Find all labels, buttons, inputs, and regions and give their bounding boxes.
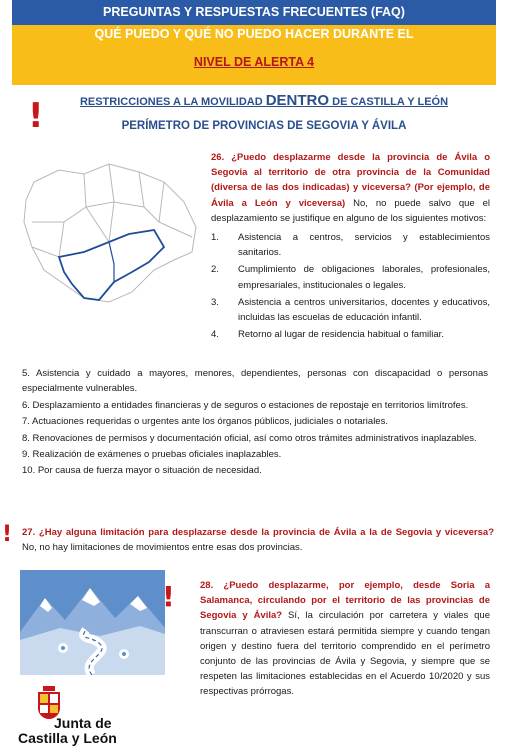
alert-level: NIVEL DE ALERTA 4 bbox=[193, 55, 315, 69]
list-item: 8. Renovaciones de permisos y documentación oficial, así como otros trámites administrativos inaplazables. bbox=[22, 432, 477, 444]
answer-28-text: Sí, la circulación por carretera y viales que transcurran o atraviesen estará permitida siempre y cuando tengan origen y destino fuera del territorio comprendido en el perímetro conjunto de las provincias de Ávila y Segovia, y siempre que se respeten las limitaciones establecidas en el Acuerdo 10/2020 y sus respectivas prórrogas. bbox=[200, 610, 490, 698]
exclamation-icon: ! bbox=[2, 522, 13, 547]
list-item: 9. Realización de exámenes o pruebas oficiales inaplazables. bbox=[22, 449, 282, 461]
section-title-pre: RESTRICCIONES A LA MOVILIDAD bbox=[79, 96, 266, 108]
question-27-text: 27. ¿Hay alguna limitación para desplazarse desde la provincia de Ávila a la de Segovia y viceversa? bbox=[22, 527, 494, 538]
logo-line2: Castilla y León bbox=[18, 730, 117, 746]
list-text: Asistencia a centros universitarios, docentes y educativos, incluidas las escuelas de educación infantil. bbox=[238, 296, 490, 324]
list-item bbox=[211, 262, 490, 292]
header-banner bbox=[12, 25, 496, 85]
list-item: 7. Actuaciones requeridas o urgentes ante los órganos públicos, judiciales o notariales. bbox=[22, 416, 388, 428]
list-item bbox=[211, 295, 490, 325]
answer-27-text: No, no hay limitaciones de movimientos entre esas dos provincias. bbox=[22, 542, 303, 554]
answer-26-text: No, no puede salvo que el desplazamiento se justifique en alguno de los siguientes motivos: bbox=[211, 197, 491, 224]
question-28 bbox=[200, 578, 490, 700]
junta-logo bbox=[14, 686, 164, 748]
list-number: 4. bbox=[211, 329, 219, 341]
section-title-big: DENTRO bbox=[265, 92, 330, 109]
map-icon bbox=[14, 152, 204, 320]
list-number: 3. bbox=[211, 296, 219, 308]
list-text: Cumplimiento de obligaciones laborales, profesionales, empresariales, institucionales o legales. bbox=[238, 264, 490, 291]
list-item: 5. Asistencia y cuidado a mayores, menores, dependientes, personas con discapacidad o personas especialmente vulnerables. bbox=[22, 368, 488, 395]
section-subtitle: PERÍMETRO DE PROVINCIAS DE SEGOVIA Y ÁVILA bbox=[121, 120, 407, 132]
question-26-text: 26. ¿Puedo desplazarme desde la provincia de Ávila o Segovia al territorio de otra provincia de la Comunidad (diversa de las dos indicadas) y viceversa? (Por ejemplo, de Ávila a León y viceversa) bbox=[211, 152, 490, 209]
list-number: 1. bbox=[211, 232, 219, 244]
section-title bbox=[64, 92, 464, 109]
list-item bbox=[211, 327, 490, 342]
exclamation-icon: ! bbox=[162, 580, 175, 613]
header-title: PREGUNTAS Y RESPUESTAS FRECUENTES (FAQ) bbox=[12, 0, 496, 25]
list-number: 2. bbox=[211, 264, 219, 276]
question-26 bbox=[211, 150, 490, 344]
logo-line1: Junta de bbox=[54, 715, 112, 731]
motives-list bbox=[211, 230, 490, 342]
exclamation-icon: ! bbox=[28, 96, 44, 136]
logo-text bbox=[18, 716, 117, 746]
question-27 bbox=[22, 525, 494, 555]
list-text: Retorno al lugar de residencia habitual o familiar. bbox=[238, 329, 444, 341]
mountain-road-icon bbox=[20, 570, 165, 675]
header-subtitle: QUÉ PUEDO Y QUÉ NO PUEDO HACER DURANTE EL bbox=[94, 27, 414, 41]
list-item: 10. Por causa de fuerza mayor o situación de necesidad. bbox=[22, 465, 262, 477]
question-28-text: 28. ¿Puedo desplazarme, por ejemplo, desde Soria a Salamanca, circulando por el territorio de las provincias de Segovia y Ávila? bbox=[200, 580, 490, 622]
motives-list-continued bbox=[22, 366, 488, 480]
list-item: 6. Desplazamiento a entidades financieras y de seguros o estaciones de repostaje en territorios limítrofes. bbox=[22, 399, 469, 411]
list-item bbox=[211, 230, 490, 260]
section-title-post: DE CASTILLA Y LEÓN bbox=[329, 96, 449, 108]
list-text: Asistencia a centros, servicios y establecimientos sanitarios. bbox=[238, 232, 490, 259]
